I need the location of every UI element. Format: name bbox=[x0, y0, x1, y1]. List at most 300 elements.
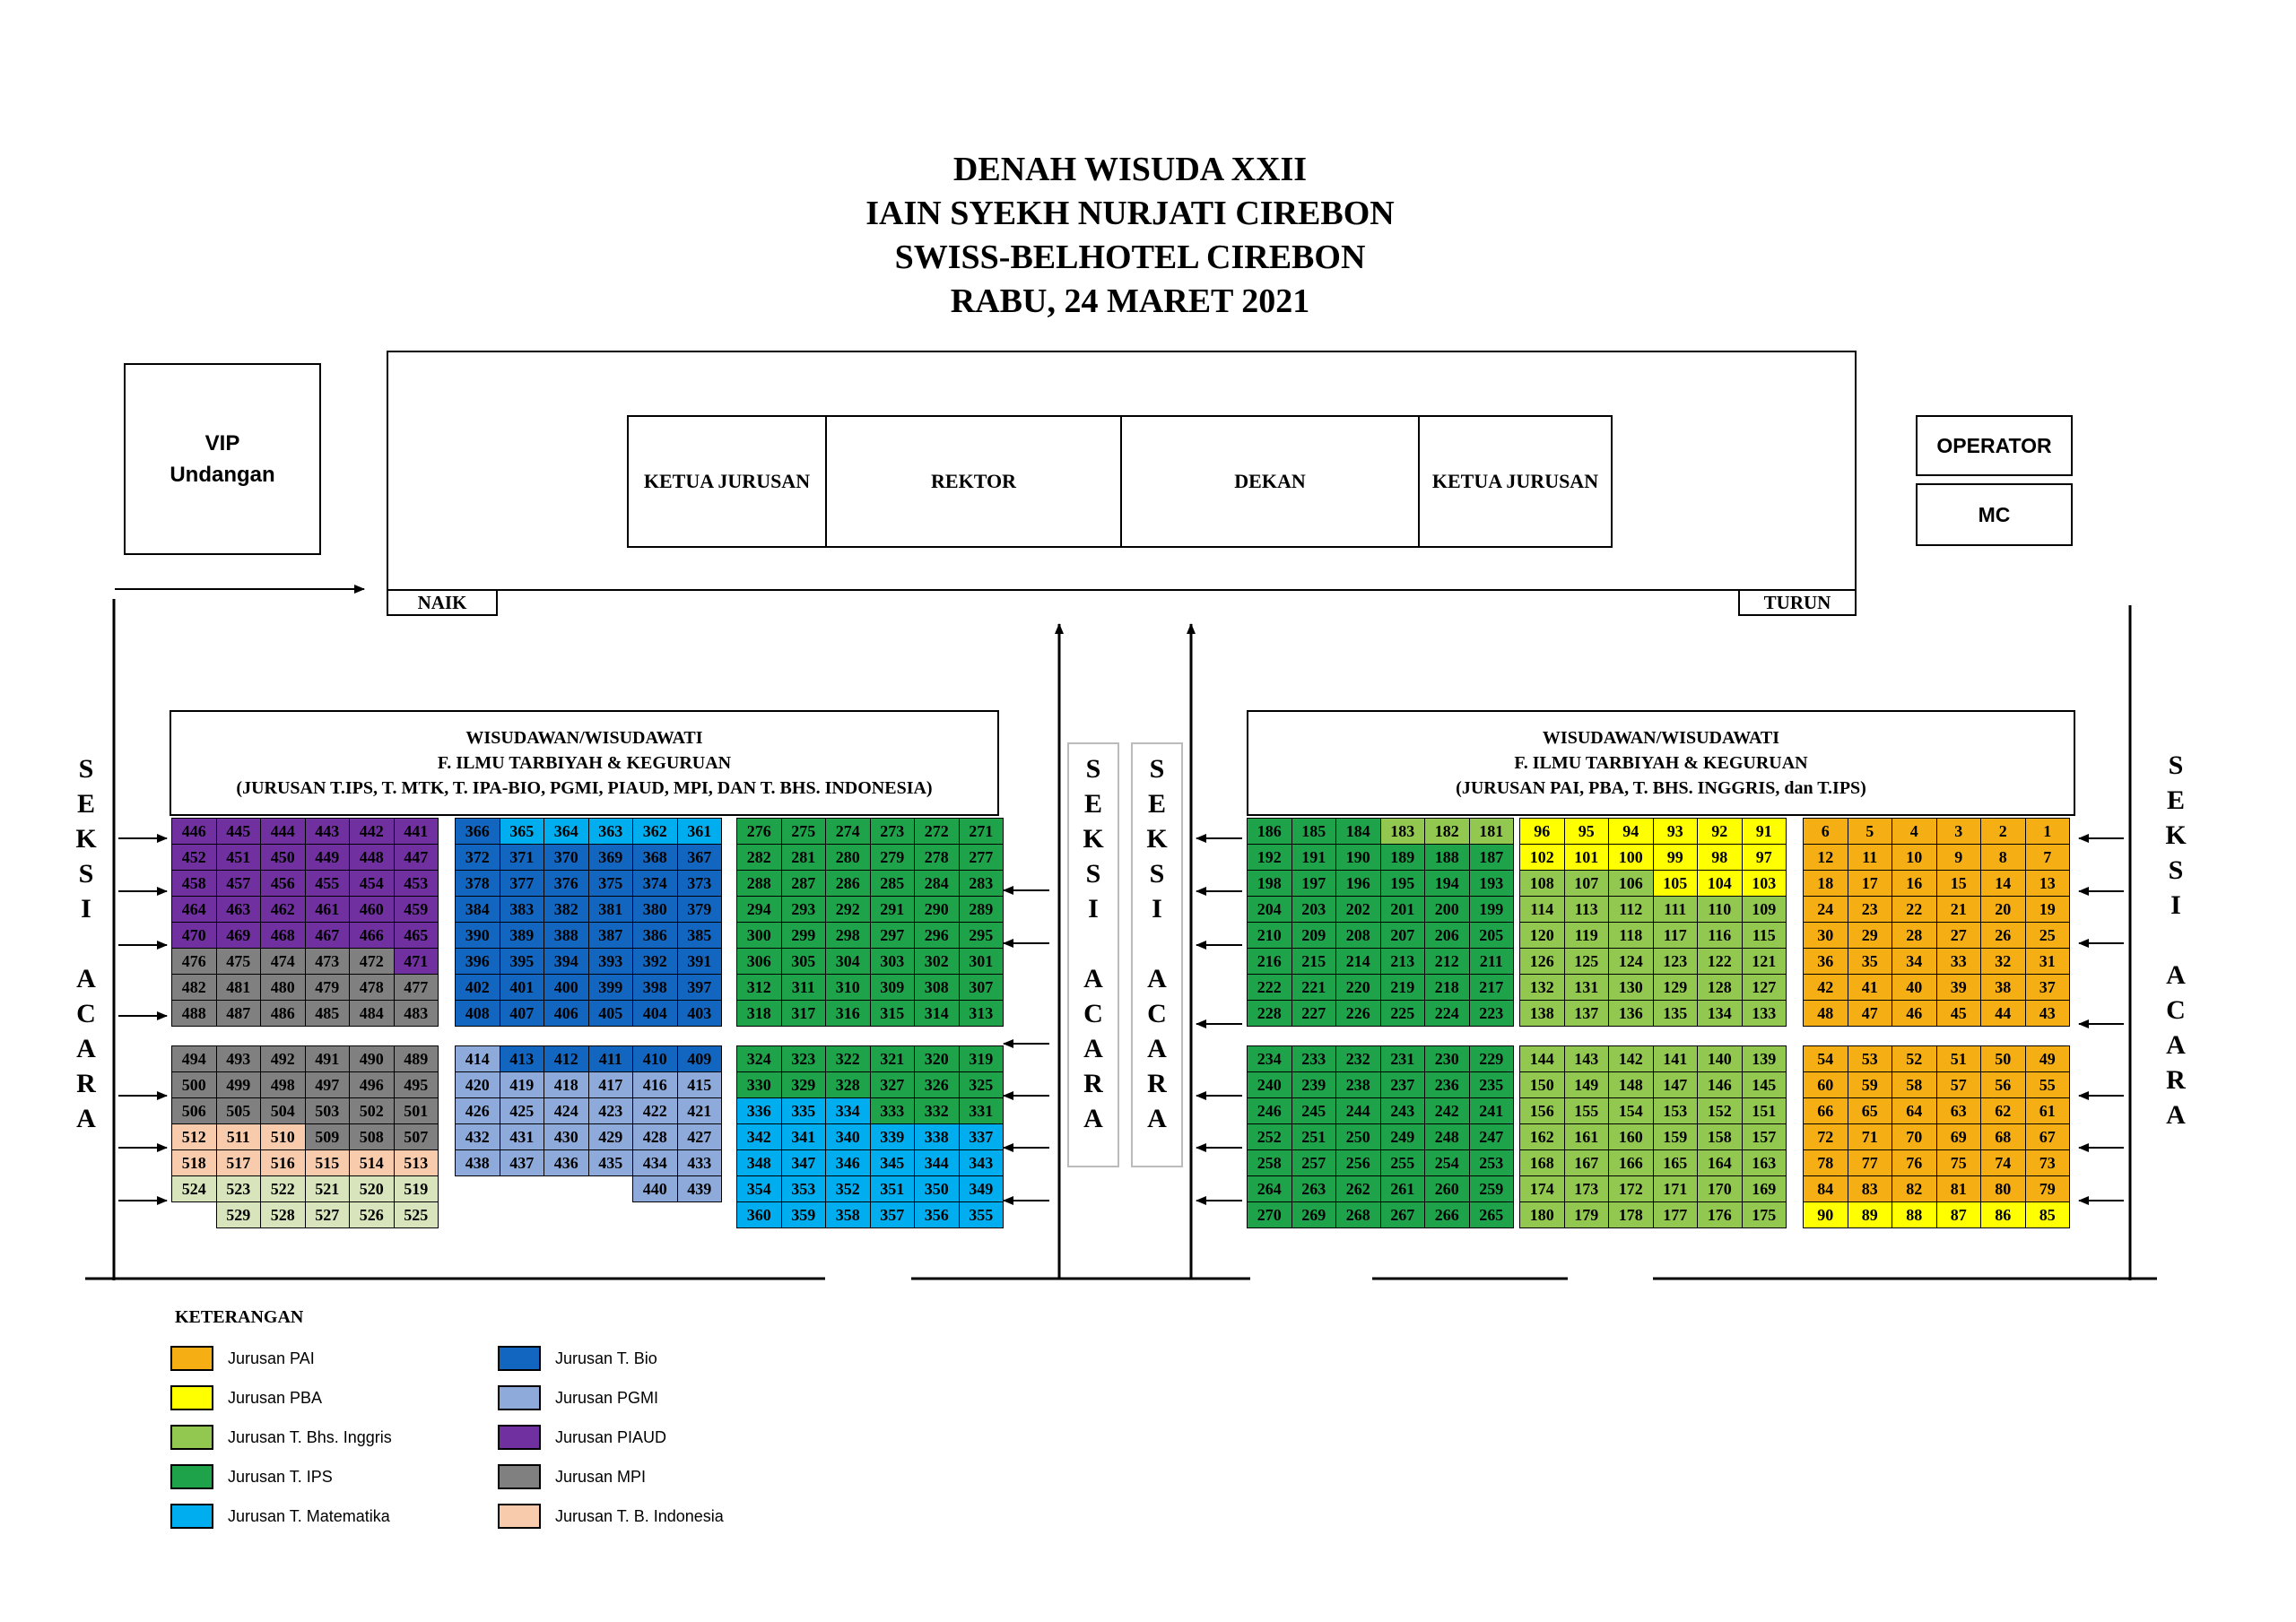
legend-item bbox=[170, 1384, 322, 1411]
seat: 201 bbox=[1380, 896, 1426, 923]
seat: 87 bbox=[1936, 1201, 1982, 1228]
title-line-2: IAIN SYEKH NURJATI CIREBON bbox=[865, 195, 1395, 232]
seksi-letter: S bbox=[1149, 754, 1165, 784]
seat: 478 bbox=[349, 974, 395, 1001]
seat: 7 bbox=[2025, 844, 2071, 871]
seat: 383 bbox=[500, 896, 545, 923]
seat: 484 bbox=[349, 1000, 395, 1027]
legend-label: Jurusan PAI bbox=[228, 1349, 315, 1367]
seat: 244 bbox=[1335, 1097, 1381, 1124]
seat: 183 bbox=[1380, 818, 1426, 845]
seat: 54 bbox=[1803, 1045, 1848, 1072]
seat: 99 bbox=[1653, 844, 1699, 871]
seat: 107 bbox=[1564, 870, 1610, 897]
seat: 528 bbox=[260, 1201, 306, 1228]
seat: 74 bbox=[1980, 1149, 2026, 1176]
seat: 271 bbox=[959, 818, 1004, 845]
seat: 26 bbox=[1980, 922, 2026, 949]
seat: 70 bbox=[1892, 1123, 1937, 1150]
seat: 395 bbox=[500, 948, 545, 975]
seat: 326 bbox=[914, 1071, 960, 1098]
seat: 275 bbox=[781, 818, 827, 845]
seat: 18 bbox=[1803, 870, 1848, 897]
seat: 142 bbox=[1608, 1045, 1654, 1072]
seat: 468 bbox=[260, 922, 306, 949]
seat: 338 bbox=[914, 1123, 960, 1150]
seat: 425 bbox=[500, 1097, 545, 1124]
left-section-header bbox=[170, 710, 999, 816]
seksi-letter bbox=[1075, 926, 1111, 961]
seat: 158 bbox=[1697, 1123, 1743, 1150]
seksi-letter: A bbox=[1147, 1034, 1167, 1063]
seat: 474 bbox=[260, 948, 306, 975]
seat: 273 bbox=[870, 818, 916, 845]
seat: 39 bbox=[1936, 974, 1982, 1001]
seat: 112 bbox=[1608, 896, 1654, 923]
seat: 369 bbox=[588, 844, 634, 871]
seat: 246 bbox=[1247, 1097, 1292, 1124]
seat: 437 bbox=[500, 1149, 545, 1176]
seat: 325 bbox=[959, 1071, 1004, 1098]
seat: 442 bbox=[349, 818, 395, 845]
seat: 396 bbox=[455, 948, 500, 975]
seat: 50 bbox=[1980, 1045, 2026, 1072]
seat: 418 bbox=[544, 1071, 589, 1098]
seat: 157 bbox=[1742, 1123, 1787, 1150]
seksi-letter: R bbox=[76, 1069, 96, 1098]
seat: 495 bbox=[394, 1071, 439, 1098]
seat: 199 bbox=[1469, 896, 1515, 923]
seat: 188 bbox=[1424, 844, 1470, 871]
seat: 385 bbox=[677, 922, 723, 949]
seat: 276 bbox=[736, 818, 782, 845]
seksi-letter: E bbox=[76, 789, 95, 819]
seat: 264 bbox=[1247, 1175, 1292, 1202]
seksi-letter: K bbox=[75, 824, 97, 854]
seksi-letter: K bbox=[1083, 824, 1104, 854]
seat: 490 bbox=[349, 1045, 395, 1072]
seat: 1 bbox=[2025, 818, 2071, 845]
seat: 346 bbox=[825, 1149, 871, 1176]
legend-swatch bbox=[498, 1346, 541, 1371]
seat: 518 bbox=[171, 1149, 217, 1176]
podium-ketua-jurusan-left: KETUA JURUSAN bbox=[629, 417, 827, 546]
seat: 221 bbox=[1292, 974, 1337, 1001]
seat: 415 bbox=[677, 1071, 723, 1098]
seat: 473 bbox=[305, 948, 351, 975]
seat: 491 bbox=[305, 1045, 351, 1072]
seat: 197 bbox=[1292, 870, 1337, 897]
legend-label: Jurusan T. B. Indonesia bbox=[555, 1506, 724, 1525]
seat: 100 bbox=[1608, 844, 1654, 871]
seat: 304 bbox=[825, 948, 871, 975]
seat: 274 bbox=[825, 818, 871, 845]
right-header-line-2: F. ILMU TARBIYAH & KEGURUAN bbox=[1514, 753, 1808, 773]
seat: 309 bbox=[870, 974, 916, 1001]
seat: 404 bbox=[632, 1000, 678, 1027]
seat: 174 bbox=[1519, 1175, 1565, 1202]
seksi-letter: A bbox=[1147, 1104, 1167, 1133]
seat: 512 bbox=[171, 1123, 217, 1150]
seksi-letter: E bbox=[2166, 785, 2185, 815]
seat: 30 bbox=[1803, 922, 1848, 949]
undangan-label: Undangan bbox=[170, 463, 275, 487]
seat: 168 bbox=[1519, 1149, 1565, 1176]
seat: 449 bbox=[305, 844, 351, 871]
seat: 521 bbox=[305, 1175, 351, 1202]
seat: 379 bbox=[677, 896, 723, 923]
seat: 161 bbox=[1564, 1123, 1610, 1150]
seat: 493 bbox=[216, 1045, 262, 1072]
seat: 479 bbox=[305, 974, 351, 1001]
seat: 5 bbox=[1848, 818, 1893, 845]
seat: 89 bbox=[1848, 1201, 1893, 1228]
seat: 37 bbox=[2025, 974, 2071, 1001]
seksi-letter: A bbox=[76, 964, 96, 993]
seat: 12 bbox=[1803, 844, 1848, 871]
seat: 291 bbox=[870, 896, 916, 923]
seat: 524 bbox=[171, 1175, 217, 1202]
seat: 3 bbox=[1936, 818, 1982, 845]
seat: 232 bbox=[1335, 1045, 1381, 1072]
seat: 500 bbox=[171, 1071, 217, 1098]
seksi-letter bbox=[2158, 923, 2194, 958]
seat: 235 bbox=[1469, 1071, 1515, 1098]
seat: 368 bbox=[632, 844, 678, 871]
seat: 2 bbox=[1980, 818, 2026, 845]
seat: 272 bbox=[914, 818, 960, 845]
seat: 196 bbox=[1335, 870, 1381, 897]
seat: 467 bbox=[305, 922, 351, 949]
seksi-letter: S bbox=[1085, 859, 1101, 889]
seat: 278 bbox=[914, 844, 960, 871]
seat: 133 bbox=[1742, 1000, 1787, 1027]
seat: 457 bbox=[216, 870, 262, 897]
seat: 215 bbox=[1292, 948, 1337, 975]
seksi-letter: I bbox=[1088, 894, 1099, 924]
seat: 241 bbox=[1469, 1097, 1515, 1124]
seat: 341 bbox=[781, 1123, 827, 1150]
seat: 333 bbox=[870, 1097, 916, 1124]
seat: 302 bbox=[914, 948, 960, 975]
seat: 28 bbox=[1892, 922, 1937, 949]
seat: 428 bbox=[632, 1123, 678, 1150]
seat: 259 bbox=[1469, 1175, 1515, 1202]
seat: 227 bbox=[1292, 1000, 1337, 1027]
seat: 175 bbox=[1742, 1201, 1787, 1228]
seat: 504 bbox=[260, 1097, 306, 1124]
seat: 443 bbox=[305, 818, 351, 845]
seat: 110 bbox=[1697, 896, 1743, 923]
seat: 441 bbox=[394, 818, 439, 845]
seat: 230 bbox=[1424, 1045, 1470, 1072]
seat: 446 bbox=[171, 818, 217, 845]
seat: 461 bbox=[305, 896, 351, 923]
seksi-letter: A bbox=[1083, 1034, 1103, 1063]
seat: 223 bbox=[1469, 1000, 1515, 1027]
seat: 424 bbox=[544, 1097, 589, 1124]
seat: 295 bbox=[959, 922, 1004, 949]
seat: 465 bbox=[394, 922, 439, 949]
seat: 499 bbox=[216, 1071, 262, 1098]
seat: 124 bbox=[1608, 948, 1654, 975]
seat: 335 bbox=[781, 1097, 827, 1124]
seat: 160 bbox=[1608, 1123, 1654, 1150]
seat: 514 bbox=[349, 1149, 395, 1176]
legend-item bbox=[498, 1424, 666, 1451]
seat: 212 bbox=[1424, 948, 1470, 975]
seat: 236 bbox=[1424, 1071, 1470, 1098]
operator-box: OPERATOR bbox=[1916, 415, 2073, 476]
seat: 492 bbox=[260, 1045, 306, 1072]
seat: 214 bbox=[1335, 948, 1381, 975]
podium-rektor: REKTOR bbox=[827, 417, 1122, 546]
seat: 159 bbox=[1653, 1123, 1699, 1150]
seat: 316 bbox=[825, 1000, 871, 1027]
seat: 113 bbox=[1564, 896, 1610, 923]
legend-label: Jurusan T. Matematika bbox=[228, 1506, 390, 1525]
seat: 191 bbox=[1292, 844, 1337, 871]
seat: 388 bbox=[544, 922, 589, 949]
legend-label: Jurusan T. IPS bbox=[228, 1467, 333, 1486]
seat: 121 bbox=[1742, 948, 1787, 975]
seat: 323 bbox=[781, 1045, 827, 1072]
podium-row bbox=[627, 415, 1613, 548]
seksi-letter: A bbox=[2166, 960, 2186, 990]
seat: 471 bbox=[394, 948, 439, 975]
seat: 251 bbox=[1292, 1123, 1337, 1150]
seat: 464 bbox=[171, 896, 217, 923]
seat: 436 bbox=[544, 1149, 589, 1176]
legend-label: Jurusan PGMI bbox=[555, 1388, 659, 1407]
seat: 206 bbox=[1424, 922, 1470, 949]
seat: 413 bbox=[500, 1045, 545, 1072]
seat: 451 bbox=[216, 844, 262, 871]
seat: 216 bbox=[1247, 948, 1292, 975]
seat: 189 bbox=[1380, 844, 1426, 871]
seat: 452 bbox=[171, 844, 217, 871]
seat: 43 bbox=[2025, 1000, 2071, 1027]
seat: 115 bbox=[1742, 922, 1787, 949]
seat: 520 bbox=[349, 1175, 395, 1202]
seat: 306 bbox=[736, 948, 782, 975]
seat: 475 bbox=[216, 948, 262, 975]
seat: 440 bbox=[632, 1175, 678, 1202]
seat: 277 bbox=[959, 844, 1004, 871]
seat: 152 bbox=[1697, 1097, 1743, 1124]
seksi-letter: E bbox=[1083, 789, 1102, 819]
seksi-acara-center-1 bbox=[1075, 751, 1111, 1136]
seat: 454 bbox=[349, 870, 395, 897]
seat: 90 bbox=[1803, 1201, 1848, 1228]
seat: 381 bbox=[588, 896, 634, 923]
seat: 347 bbox=[781, 1149, 827, 1176]
seat: 193 bbox=[1469, 870, 1515, 897]
seat: 522 bbox=[260, 1175, 306, 1202]
seat: 69 bbox=[1936, 1123, 1982, 1150]
seat: 55 bbox=[2025, 1071, 2071, 1098]
seat: 463 bbox=[216, 896, 262, 923]
seksi-letter: R bbox=[1083, 1069, 1103, 1098]
seksi-letter: A bbox=[1083, 964, 1103, 993]
seat: 38 bbox=[1980, 974, 2026, 1001]
seat: 138 bbox=[1519, 1000, 1565, 1027]
seat: 20 bbox=[1980, 896, 2026, 923]
seat: 249 bbox=[1380, 1123, 1426, 1150]
seat: 322 bbox=[825, 1045, 871, 1072]
seat: 19 bbox=[2025, 896, 2071, 923]
seat: 433 bbox=[677, 1149, 723, 1176]
seat: 371 bbox=[500, 844, 545, 871]
seat: 505 bbox=[216, 1097, 262, 1124]
seat: 71 bbox=[1848, 1123, 1893, 1150]
legend-label: Jurusan PBA bbox=[228, 1388, 323, 1407]
seat: 94 bbox=[1608, 818, 1654, 845]
seksi-letter: A bbox=[1083, 1104, 1103, 1133]
seat: 303 bbox=[870, 948, 916, 975]
seat: 317 bbox=[781, 1000, 827, 1027]
seat: 408 bbox=[455, 1000, 500, 1027]
seat: 184 bbox=[1335, 818, 1381, 845]
seat: 238 bbox=[1335, 1071, 1381, 1098]
seat: 153 bbox=[1653, 1097, 1699, 1124]
seat: 350 bbox=[914, 1175, 960, 1202]
seat: 423 bbox=[588, 1097, 634, 1124]
seat: 284 bbox=[914, 870, 960, 897]
seat: 526 bbox=[349, 1201, 395, 1228]
seat: 80 bbox=[1980, 1175, 2026, 1202]
legend-swatch bbox=[170, 1425, 213, 1450]
seat: 401 bbox=[500, 974, 545, 1001]
seat: 111 bbox=[1653, 896, 1699, 923]
seat: 460 bbox=[349, 896, 395, 923]
seat: 173 bbox=[1564, 1175, 1610, 1202]
legend-swatch bbox=[170, 1385, 213, 1410]
legend-label: Jurusan T. Bio bbox=[555, 1349, 657, 1367]
seat: 130 bbox=[1608, 974, 1654, 1001]
seat: 247 bbox=[1469, 1123, 1515, 1150]
left-header-line-1: WISUDAWAN/WISUDAWATI bbox=[465, 728, 703, 748]
seat: 171 bbox=[1653, 1175, 1699, 1202]
seat: 163 bbox=[1742, 1149, 1787, 1176]
seat: 58 bbox=[1892, 1071, 1937, 1098]
seat: 125 bbox=[1564, 948, 1610, 975]
seat: 268 bbox=[1335, 1201, 1381, 1228]
seat: 339 bbox=[870, 1123, 916, 1150]
seat: 255 bbox=[1380, 1149, 1426, 1176]
seat: 261 bbox=[1380, 1175, 1426, 1202]
seat: 321 bbox=[870, 1045, 916, 1072]
seat: 527 bbox=[305, 1201, 351, 1228]
seat: 281 bbox=[781, 844, 827, 871]
seat: 119 bbox=[1564, 922, 1610, 949]
seat: 502 bbox=[349, 1097, 395, 1124]
seat: 386 bbox=[632, 922, 678, 949]
seksi-letter: R bbox=[2166, 1065, 2186, 1095]
seat: 226 bbox=[1335, 1000, 1381, 1027]
seksi-letter: S bbox=[2168, 855, 2184, 885]
seat: 417 bbox=[588, 1071, 634, 1098]
seat: 453 bbox=[394, 870, 439, 897]
legend-swatch bbox=[498, 1464, 541, 1489]
seat: 497 bbox=[305, 1071, 351, 1098]
seat: 167 bbox=[1564, 1149, 1610, 1176]
seat: 29 bbox=[1848, 922, 1893, 949]
seat: 258 bbox=[1247, 1149, 1292, 1176]
seat: 178 bbox=[1608, 1201, 1654, 1228]
seat: 185 bbox=[1292, 818, 1337, 845]
seat: 44 bbox=[1980, 1000, 2026, 1027]
seat: 123 bbox=[1653, 948, 1699, 975]
seat: 49 bbox=[2025, 1045, 2071, 1072]
seat: 525 bbox=[394, 1201, 439, 1228]
seat: 459 bbox=[394, 896, 439, 923]
seat: 487 bbox=[216, 1000, 262, 1027]
seksi-acara-left bbox=[68, 751, 104, 1136]
seat: 61 bbox=[2025, 1097, 2071, 1124]
seat: 392 bbox=[632, 948, 678, 975]
seat: 422 bbox=[632, 1097, 678, 1124]
seat: 187 bbox=[1469, 844, 1515, 871]
seat: 53 bbox=[1848, 1045, 1893, 1072]
seksi-acara-right bbox=[2158, 748, 2194, 1132]
seat: 62 bbox=[1980, 1097, 2026, 1124]
seat: 329 bbox=[781, 1071, 827, 1098]
seat: 23 bbox=[1848, 896, 1893, 923]
seat: 511 bbox=[216, 1123, 262, 1150]
seksi-letter bbox=[1139, 926, 1175, 961]
seat: 513 bbox=[394, 1149, 439, 1176]
seat: 145 bbox=[1742, 1071, 1787, 1098]
seat: 237 bbox=[1380, 1071, 1426, 1098]
seat: 250 bbox=[1335, 1123, 1381, 1150]
seat: 172 bbox=[1608, 1175, 1654, 1202]
seat: 362 bbox=[632, 818, 678, 845]
seksi-acara-center-2 bbox=[1139, 751, 1175, 1136]
seat: 324 bbox=[736, 1045, 782, 1072]
seat: 156 bbox=[1519, 1097, 1565, 1124]
seat: 186 bbox=[1247, 818, 1292, 845]
seat: 293 bbox=[781, 896, 827, 923]
seat: 11 bbox=[1848, 844, 1893, 871]
seat: 431 bbox=[500, 1123, 545, 1150]
seat: 122 bbox=[1697, 948, 1743, 975]
seat: 231 bbox=[1380, 1045, 1426, 1072]
seat: 445 bbox=[216, 818, 262, 845]
seat: 203 bbox=[1292, 896, 1337, 923]
seat: 265 bbox=[1469, 1201, 1515, 1228]
seat: 73 bbox=[2025, 1149, 2071, 1176]
seat: 126 bbox=[1519, 948, 1565, 975]
seat: 97 bbox=[1742, 844, 1787, 871]
seat: 313 bbox=[959, 1000, 1004, 1027]
seksi-letter: K bbox=[2165, 820, 2187, 850]
seat: 47 bbox=[1848, 1000, 1893, 1027]
seat: 120 bbox=[1519, 922, 1565, 949]
seat: 523 bbox=[216, 1175, 262, 1202]
seat: 327 bbox=[870, 1071, 916, 1098]
seat: 182 bbox=[1424, 818, 1470, 845]
seat: 510 bbox=[260, 1123, 306, 1150]
legend-label: Jurusan T. Bhs. Inggris bbox=[228, 1427, 392, 1446]
seat: 91 bbox=[1742, 818, 1787, 845]
seat: 438 bbox=[455, 1149, 500, 1176]
legend-item bbox=[498, 1384, 658, 1411]
seat: 469 bbox=[216, 922, 262, 949]
seat: 177 bbox=[1653, 1201, 1699, 1228]
seat: 312 bbox=[736, 974, 782, 1001]
seat: 426 bbox=[455, 1097, 500, 1124]
